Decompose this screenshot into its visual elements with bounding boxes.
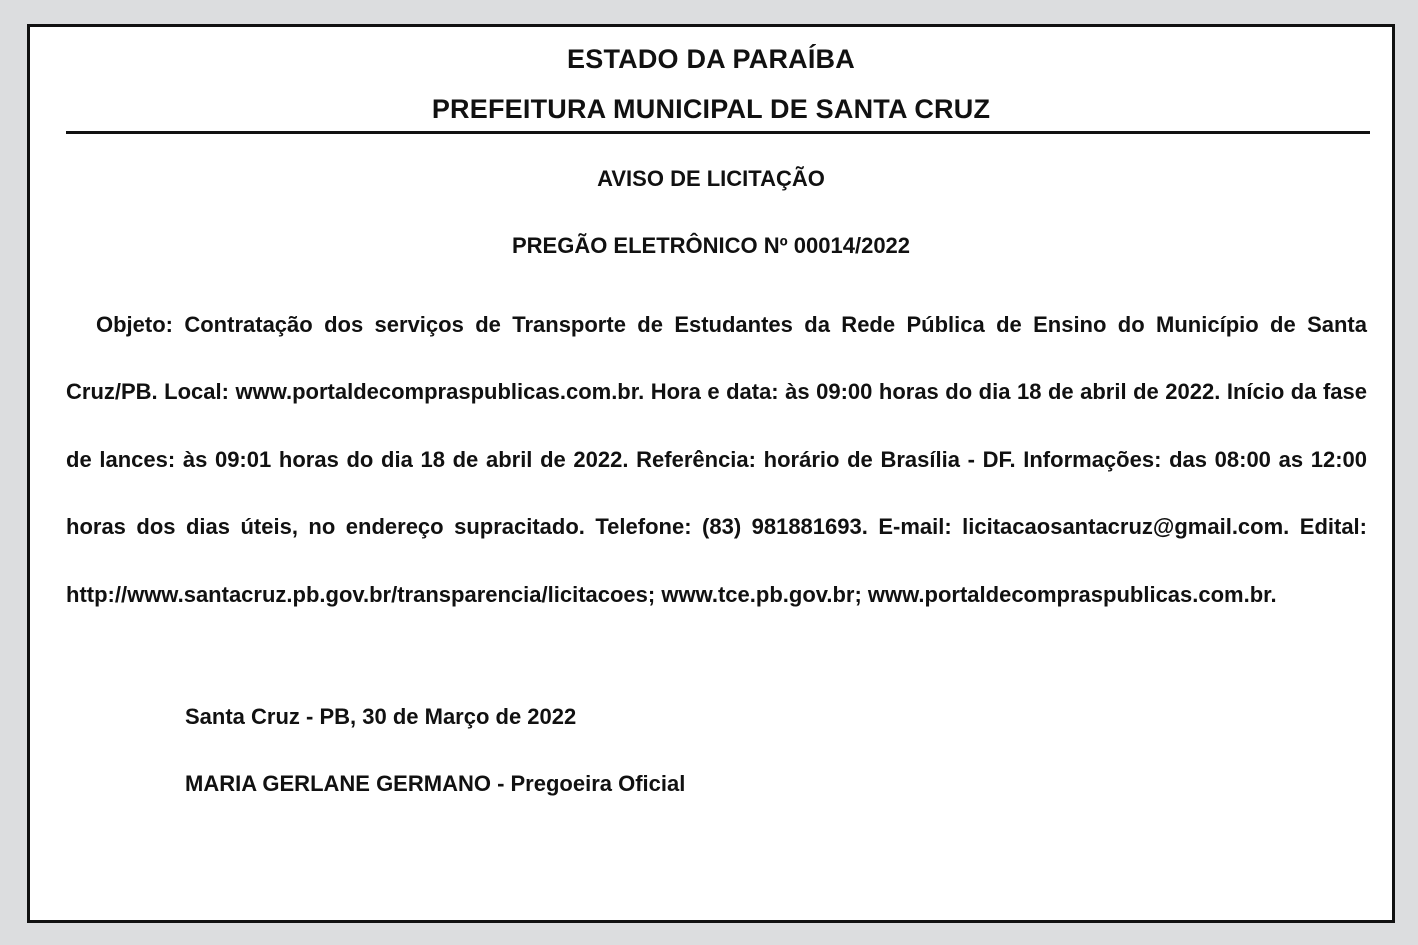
municipality-heading: PREFEITURA MUNICIPAL DE SANTA CRUZ — [431, 94, 991, 124]
state-heading: ESTADO DA PARAÍBA — [567, 44, 855, 74]
signer-name: MARIA GERLANE GERMANO - Pregoeira Oficial — [185, 771, 686, 796]
notice-title: AVISO DE LICITAÇÃO — [597, 166, 825, 191]
header-divider — [66, 131, 1370, 134]
notice-body: Objeto: Contratação dos serviços de Transporte de Estudantes da Rede Pública de Ensino do Município de Santa Cruz/PB. Local: www.portaldecompraspublicas.com.br. Hora e data: às 09:00 horas do dia 18 de abril de 2022. Início da fase de lances: às 09:01 horas do dia 18 de abril de 2022. Referência: horário de Brasília - DF. Informações: das 08:00 as 12:00 horas dos dias úteis, no endereço supracitado. Telefone: (83) 981881693. E-mail: licitacaosantacruz@gmail.com. Edital: http://www.santacruz.pb.gov.br/transparencia/licitacoes; www.tce.pb.gov.br; www.portaldecompraspublicas.com.br. — [66, 312, 1367, 607]
notice-frame — [27, 24, 1395, 923]
place-date: Santa Cruz - PB, 30 de Março de 2022 — [185, 704, 577, 729]
notice-reference: PREGÃO ELETRÔNICO Nº 00014/2022 — [511, 233, 911, 258]
